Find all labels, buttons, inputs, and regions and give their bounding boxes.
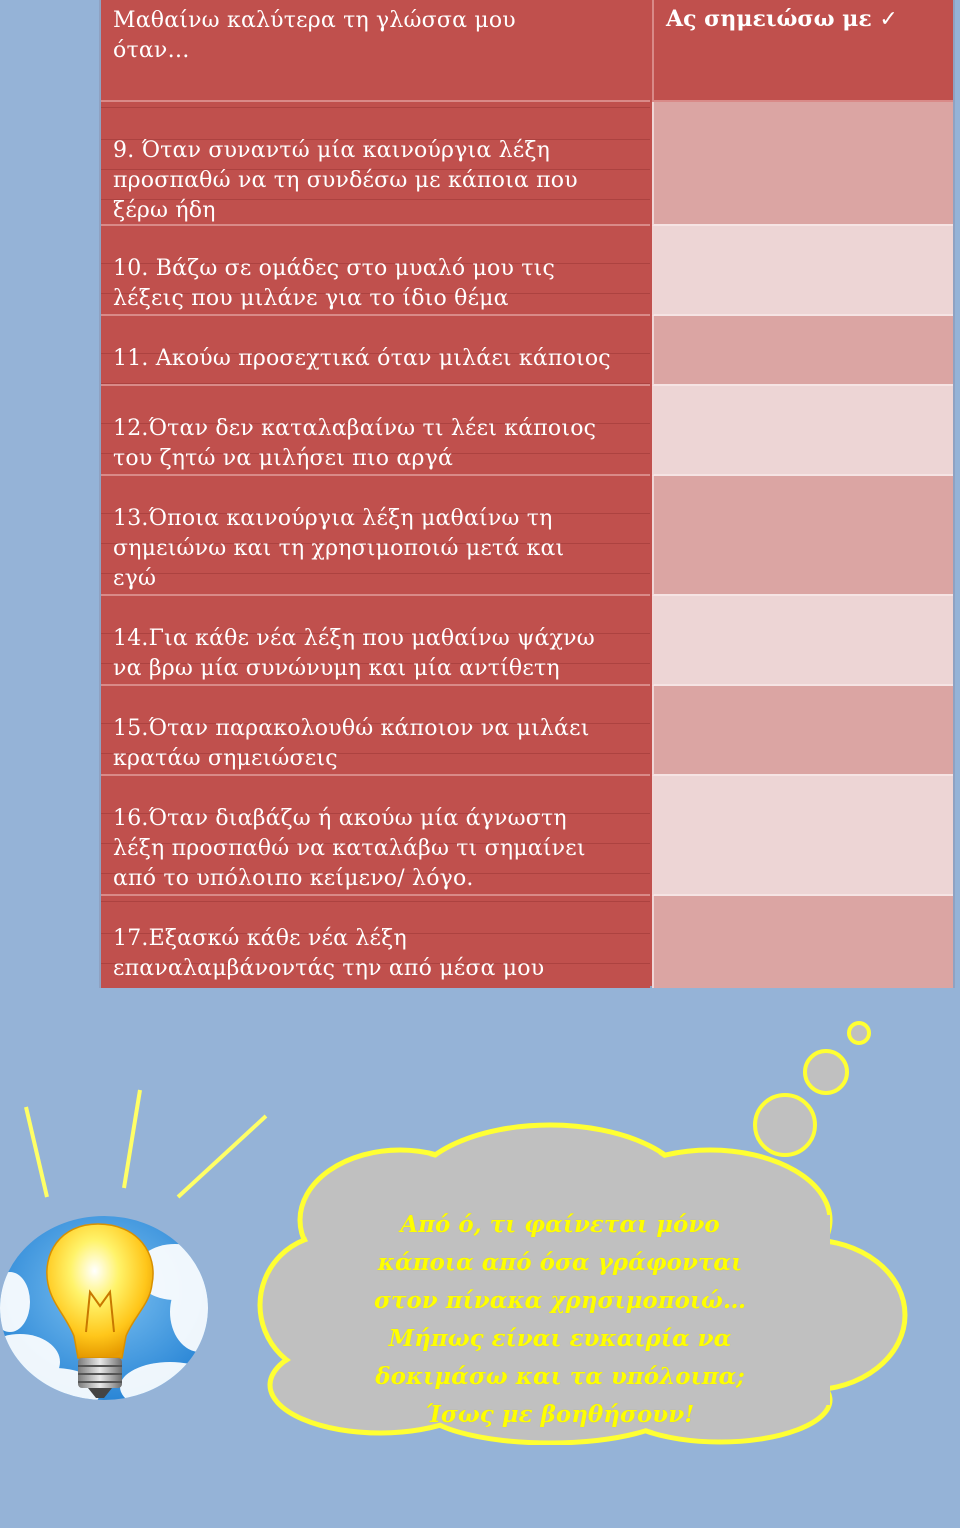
light-ray	[26, 1107, 47, 1197]
statement-text: 10. Βάζω σε ομάδες στο μυαλό μου τις λέξεις που μιλάνε για το ίδιο θέμα	[113, 256, 555, 311]
cloud-message: Από ό, τι φαίνεται μόνο κάποια από όσα γράφονται στον πίνακα χρησιμοποιώ… Μήπως είναι ευκαιρία να δοκιμάσω και τα υπόλοιπα; Ίσως με βοηθήσουν!	[374, 1211, 746, 1428]
statement-text: 12.Όταν δεν καταλαβαίνω τι λέει κάποιος του ζητώ να μιλήσει πιο αργά	[113, 416, 597, 471]
statement-text: 15.Όταν παρακολουθώ κάποιον να μιλάει κρατάω σημειώσεις	[113, 716, 590, 771]
statement-text: 13.Όποια καινούργια λέξη μαθαίνω τη σημειώνω και τη χρησιμοποιώ μετά και εγώ	[113, 506, 565, 591]
thought-bubble-large	[755, 1095, 815, 1155]
header-left-label: Μαθαίνω καλύτερα τη γλώσσα μου όταν…	[113, 8, 516, 63]
light-ray	[124, 1090, 140, 1188]
header-right-text: Ας σημειώσω με	[666, 6, 872, 32]
statement-text: 16.Όταν διαβάζω ή ακούω μία άγνωστη λέξη προσπαθώ να καταλάβω τι σημαίνει από το υπόλοιπο κείμενο/ λόγο.	[113, 806, 586, 891]
thought-bubble-small	[849, 1023, 869, 1043]
statement-text: 17.Εξασκώ κάθε νέα λέξη επαναλαμβάνοντάς την από μέσα μου	[113, 926, 545, 981]
statement-text: 11. Ακούω προσεχτικά όταν μιλάει κάποιος	[113, 346, 611, 371]
thought-bubble-medium	[805, 1051, 847, 1093]
lightbulb-icon	[0, 1212, 210, 1412]
statement-text: 14.Για κάθε νέα λέξη που μαθαίνω ψάχνω να βρω μία συνώνυμη και μία αντίθετη	[113, 626, 595, 681]
statement-text: 9. Όταν συναντώ μία καινούργια λέξη προσπαθώ να τη συνδέσω με κάποια που ξέρω ήδη	[113, 138, 578, 223]
checkmark-icon: ✓	[879, 7, 898, 32]
